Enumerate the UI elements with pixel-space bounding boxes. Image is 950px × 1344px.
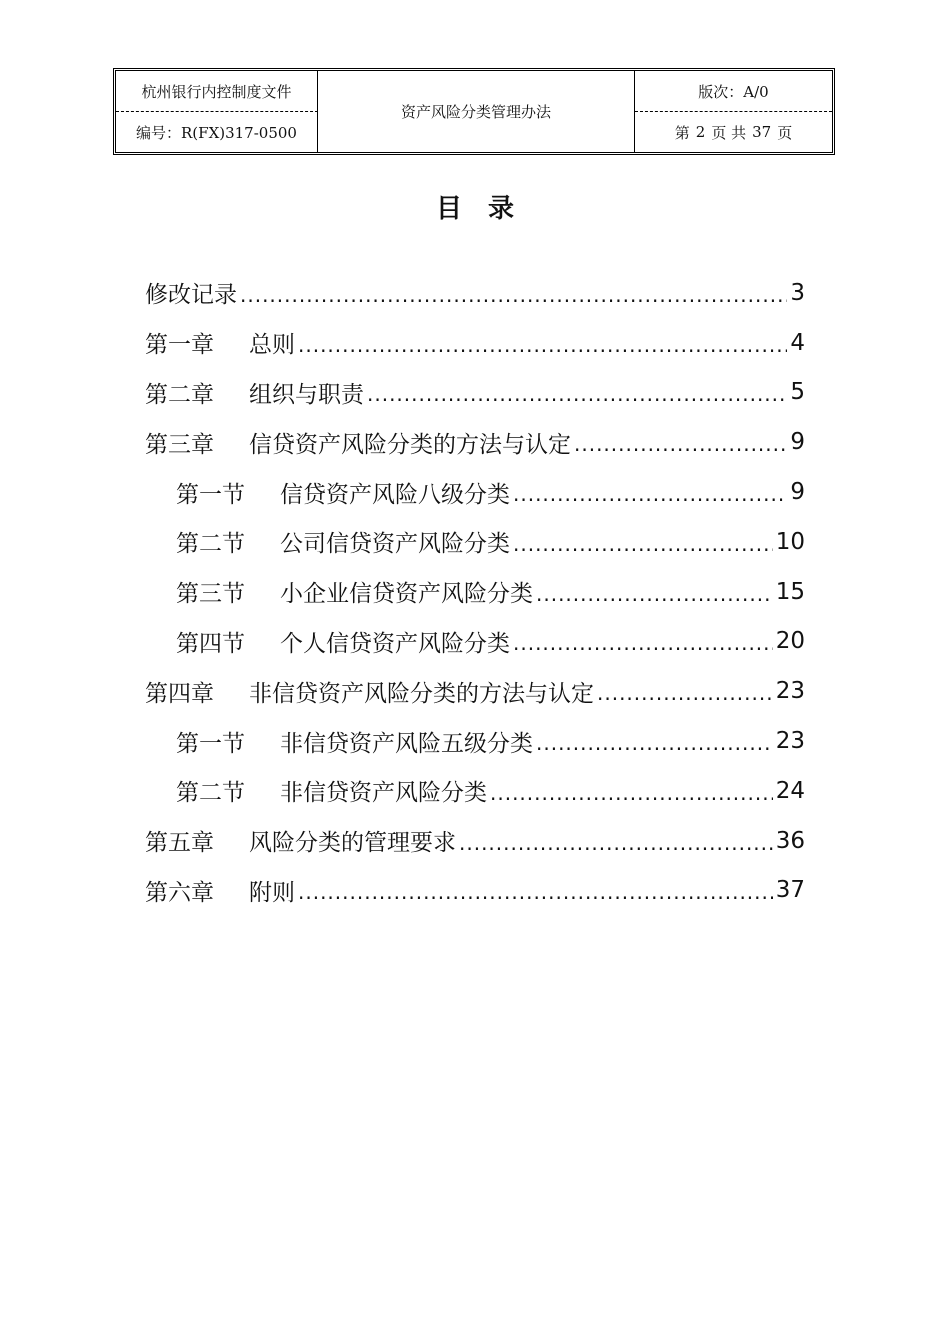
toc-entry[interactable] bbox=[145, 716, 805, 766]
toc-leader-dots bbox=[513, 631, 773, 655]
toc-entry[interactable] bbox=[145, 567, 805, 617]
toc-entry[interactable] bbox=[145, 666, 805, 716]
toc-entry[interactable] bbox=[145, 268, 805, 318]
doc-code: 编号：R(FX)317-0500 bbox=[116, 112, 318, 152]
toc-leader-dots bbox=[513, 532, 773, 556]
toc-entry[interactable] bbox=[145, 517, 805, 567]
toc-entry[interactable] bbox=[145, 368, 805, 418]
org-doc-label: 杭州银行内控制度文件 bbox=[116, 71, 318, 112]
toc-entry-page: 5 bbox=[790, 379, 805, 406]
toc-title: 目录 bbox=[435, 194, 540, 224]
toc-entry-title: 风险分类的管理要求 bbox=[249, 830, 456, 857]
toc-entry[interactable] bbox=[145, 318, 805, 368]
toc-entry-page: 23 bbox=[775, 728, 805, 755]
toc-entry-number: 第三章 bbox=[145, 431, 214, 458]
toc-entry-title: 信贷资产风险分类的方法与认定 bbox=[249, 431, 571, 458]
toc-entry[interactable] bbox=[145, 816, 805, 866]
toc-entry-page: 20 bbox=[775, 628, 805, 655]
toc-entry-title: 非信贷资产风险分类 bbox=[280, 780, 487, 807]
toc-leader-dots bbox=[513, 482, 787, 506]
toc-entry-number: 第一章 bbox=[145, 332, 214, 359]
toc-entry[interactable] bbox=[145, 866, 805, 916]
doc-title: 资产风险分类管理办法 bbox=[318, 71, 635, 152]
toc-entry-title: 总则 bbox=[249, 332, 295, 359]
toc-leader-dots bbox=[459, 831, 773, 855]
toc-entry-number: 第一节 bbox=[176, 481, 245, 508]
toc-entry-page: 15 bbox=[775, 578, 805, 605]
toc-entry-number: 第四节 bbox=[176, 630, 245, 657]
toc-leader-dots bbox=[536, 731, 773, 755]
toc-entry-page: 24 bbox=[775, 777, 805, 804]
toc-entry[interactable] bbox=[145, 467, 805, 517]
toc-entry-title: 修改记录 bbox=[145, 282, 237, 309]
toc-entry[interactable] bbox=[145, 766, 805, 816]
document-header-table bbox=[113, 68, 835, 155]
toc-leader-dots bbox=[597, 681, 773, 705]
toc-entry-page: 3 bbox=[790, 279, 805, 306]
toc-entry-title: 信贷资产风险八级分类 bbox=[280, 481, 510, 508]
toc-entry-number: 第四章 bbox=[145, 680, 214, 707]
toc-entry-number: 第二章 bbox=[145, 381, 214, 408]
toc-entry-number: 第一节 bbox=[176, 730, 245, 757]
toc-entry-title: 个人信贷资产风险分类 bbox=[280, 630, 510, 657]
toc-entry-title: 公司信贷资产风险分类 bbox=[280, 531, 510, 558]
page-current: 2 bbox=[695, 123, 706, 141]
toc-entry-page: 4 bbox=[790, 329, 805, 356]
toc-entry-number: 第三节 bbox=[176, 581, 245, 608]
toc-entry-number: 第二节 bbox=[176, 780, 245, 807]
toc-entry-title: 小企业信贷资产风险分类 bbox=[280, 581, 533, 608]
toc-entry-title: 组织与职责 bbox=[249, 381, 364, 408]
toc-leader-dots bbox=[536, 582, 773, 606]
toc-leader-dots bbox=[298, 880, 773, 904]
toc-entry-page: 9 bbox=[790, 429, 805, 456]
toc-entry-page: 9 bbox=[790, 479, 805, 506]
toc-entry[interactable] bbox=[145, 417, 805, 467]
toc-entry-number: 第六章 bbox=[145, 879, 214, 906]
page-mid: 页 共 bbox=[711, 123, 747, 142]
toc-entry-page: 37 bbox=[775, 877, 805, 904]
toc-entry-page: 10 bbox=[775, 528, 805, 555]
page-suffix: 页 bbox=[777, 123, 793, 142]
page-total: 37 bbox=[752, 123, 772, 141]
toc-entry-title: 附则 bbox=[249, 879, 295, 906]
page-prefix: 第 bbox=[674, 123, 690, 142]
toc-leader-dots bbox=[298, 333, 787, 357]
toc-entry[interactable] bbox=[145, 617, 805, 667]
doc-version: 版次：A/0 bbox=[635, 71, 832, 112]
toc-entry-page: 36 bbox=[775, 827, 805, 854]
toc-entry-number: 第五章 bbox=[145, 830, 214, 857]
toc-entry-page: 23 bbox=[775, 678, 805, 705]
toc-entry-title: 非信贷资产风险分类的方法与认定 bbox=[249, 680, 594, 707]
toc-entry-title: 非信贷资产风险五级分类 bbox=[280, 730, 533, 757]
toc-leader-dots bbox=[490, 781, 773, 805]
toc-entry-number: 第二节 bbox=[176, 531, 245, 558]
page-number bbox=[635, 112, 832, 152]
toc-leader-dots bbox=[574, 432, 787, 456]
table-of-contents bbox=[145, 268, 805, 915]
toc-leader-dots bbox=[367, 382, 787, 406]
toc-leader-dots bbox=[240, 283, 787, 307]
